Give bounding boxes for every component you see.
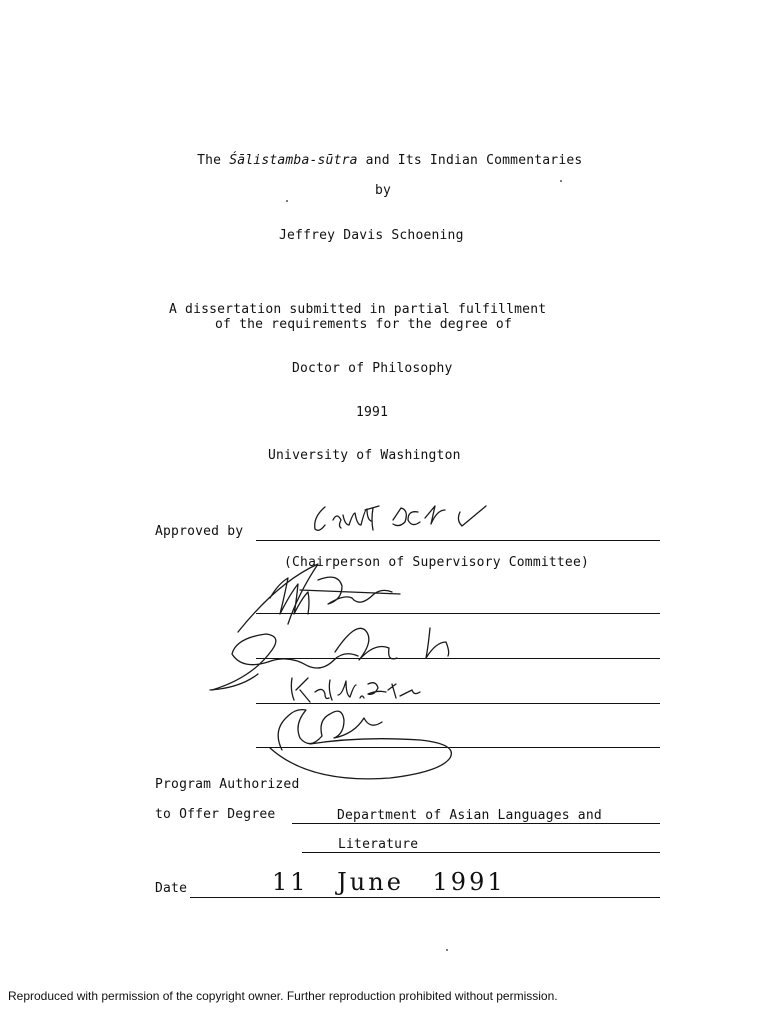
statement-line-2: of the requirements for the degree of bbox=[215, 317, 512, 332]
author-name: Jeffrey Davis Schoening bbox=[279, 228, 464, 243]
date-label: Date bbox=[155, 881, 188, 896]
degree-name: Doctor of Philosophy bbox=[292, 361, 453, 376]
member-signature-4 bbox=[270, 710, 451, 779]
program-label-line-1: Program Authorized bbox=[155, 777, 300, 792]
program-value-line-2: Literature bbox=[338, 837, 419, 852]
scan-speck bbox=[560, 180, 562, 182]
member-signature-3 bbox=[291, 678, 420, 702]
chair-signature bbox=[315, 506, 486, 530]
university-name: University of Washington bbox=[268, 448, 461, 463]
degree-year: 1991 bbox=[356, 405, 389, 420]
by-line: by bbox=[375, 183, 392, 198]
scan-speck bbox=[286, 200, 288, 202]
chair-note: (Chairperson of Supervisory Committee) bbox=[284, 555, 590, 570]
approved-by-label: Approved by bbox=[155, 524, 244, 539]
title-prefix: The bbox=[197, 153, 230, 168]
program-label-line-2: to Offer Degree bbox=[155, 807, 276, 822]
statement-line-1: A dissertation submitted in partial fulfillment bbox=[169, 302, 547, 317]
title-italic-part: Śālistamba-sūtra bbox=[229, 153, 358, 168]
program-value-line-1: Department of Asian Languages and bbox=[337, 808, 602, 823]
date-value-handwritten: 11 June 1991 bbox=[272, 868, 506, 896]
title-suffix: and Its Indian Commentaries bbox=[357, 153, 583, 168]
copyright-notice: Reproduced with permission of the copyright owner. Further reproduction prohibited without permission. bbox=[8, 989, 558, 1003]
scan-speck bbox=[446, 949, 448, 951]
member-signature-1 bbox=[238, 564, 400, 632]
